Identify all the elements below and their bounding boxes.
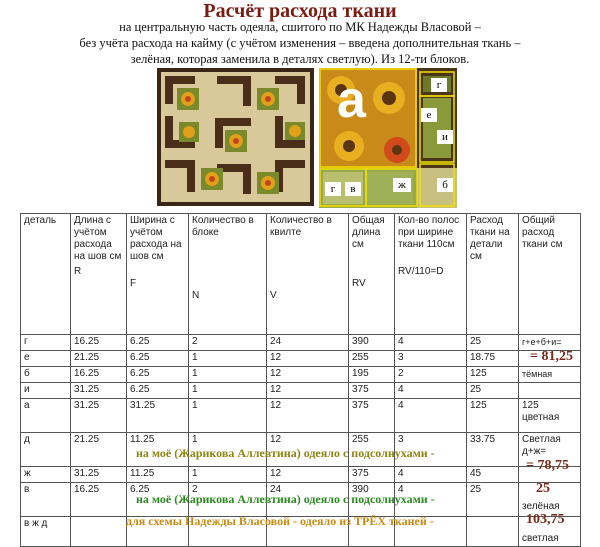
table-row (21, 367, 581, 383)
table-cell: 1 (189, 351, 267, 367)
table-cell: 25 (467, 335, 519, 351)
header-cell: Общий расход ткани см (519, 214, 581, 335)
header-cell: Количество в квилте V (267, 214, 349, 335)
header-cell: Ширина с учётом расхода на шов см F (127, 214, 189, 335)
table-cell: а (21, 399, 71, 433)
table-cell: 4 (395, 383, 467, 399)
table-cell: 6.25 (127, 483, 189, 517)
table-cell: 45 (467, 467, 519, 483)
quilt-photo (157, 68, 314, 206)
label-e: е (421, 108, 437, 122)
note-mine-green: на моё (Жарикова Аллевтина) одеяло с подсолнухами - (136, 492, 435, 506)
table-cell: в (21, 483, 71, 517)
header-cell: Количество в блоке N (189, 214, 267, 335)
quilt-illustration (157, 68, 314, 206)
label-zh: ж (393, 178, 411, 192)
intro-line: без учёта расхода на кайму (с учётом изменения – введена дополнительная ткань – (79, 36, 521, 50)
total-dark-value: = 81,25 (530, 349, 573, 364)
table-cell: 255 (349, 351, 395, 367)
table-cell (71, 517, 127, 547)
table-cell: 1 (189, 433, 267, 467)
table-cell: 24 (267, 483, 349, 517)
table-cell: 3 (395, 433, 467, 467)
table-cell: светлая (519, 517, 581, 547)
header-cell: Кол-во полос при ширине ткани 110см RV/110=D (395, 214, 467, 335)
intro-text (22, 19, 578, 67)
table-cell: 25 (467, 483, 519, 517)
table-cell: г+е+б+и= (519, 335, 581, 351)
table-cell: 2 (189, 483, 267, 517)
table-cell: 25 (467, 383, 519, 399)
intro-line: зелёная, которая заменила в деталях светлую). Из 12-ти блоков. (130, 52, 470, 66)
label-b: б (437, 178, 453, 192)
table-cell: г (21, 335, 71, 351)
table-cell: е (21, 351, 71, 367)
table-cell: 195 (349, 367, 395, 383)
header-cell: Длина с учётом расхода на шов см R (71, 214, 127, 335)
table-cell: 1 (189, 467, 267, 483)
table-row (21, 399, 581, 433)
table-cell (467, 517, 519, 547)
table-cell: 31.25 (127, 399, 189, 433)
table-cell: ж (21, 467, 71, 483)
note-scheme: для схемы Надежды Власовой - одеяло из ТРЁХ тканей - (126, 514, 434, 528)
table-cell: 4 (395, 399, 467, 433)
table-cell: 11.25 (127, 467, 189, 483)
table-cell: в ж д (21, 517, 71, 547)
closeup-photo (319, 68, 457, 208)
table-cell: 375 (349, 399, 395, 433)
table-cell: 255 (349, 433, 395, 467)
table-cell: 375 (349, 383, 395, 399)
table-cell: 21.25 (71, 351, 127, 367)
table-cell: 12 (267, 367, 349, 383)
table-cell: 6.25 (127, 383, 189, 399)
table-cell: 6.25 (127, 335, 189, 351)
table-cell: 16.25 (71, 367, 127, 383)
table-cell: 12 (267, 467, 349, 483)
table-cell: 12 (267, 351, 349, 367)
note-mine-light: на моё (Жарикова Аллевтина) одеяло с подсолнухами - (136, 446, 435, 460)
table-cell: 12 (267, 399, 349, 433)
label-g-bottom: г (325, 182, 341, 196)
table-cell: 125 цветная (519, 399, 581, 433)
table-cell: 31.25 (71, 467, 127, 483)
table-cell: 31.25 (71, 399, 127, 433)
table-row (21, 467, 581, 483)
table-cell: 4 (395, 335, 467, 351)
table-cell: 12 (267, 383, 349, 399)
table-row (21, 383, 581, 399)
table-row (21, 335, 581, 351)
table-cell: тёмная (519, 367, 581, 383)
label-i: и (437, 130, 453, 144)
header-cell: Общая длина см RV (349, 214, 395, 335)
table-cell: 125 (467, 367, 519, 383)
table-cell (519, 383, 581, 399)
table-cell: 390 (349, 483, 395, 517)
table-cell: 21.25 (71, 433, 127, 467)
table-cell: зелёная (519, 483, 581, 517)
table-cell: 4 (395, 483, 467, 517)
table-header-row (21, 214, 581, 335)
table-cell: 33.75 (467, 433, 519, 467)
total-scheme-value: 103,75 (526, 512, 565, 527)
table-cell: 125 (467, 399, 519, 433)
label-g-top: г (431, 78, 447, 92)
header-cell: Расход ткани на детали см (467, 214, 519, 335)
table-cell: 3 (395, 351, 467, 367)
header-cell: деталь (21, 214, 71, 335)
table-cell: 1 (189, 383, 267, 399)
total-light-value: = 78,75 (526, 458, 569, 473)
page-title: Расчёт расхода ткани (203, 0, 397, 22)
label-v: в (345, 182, 361, 196)
table-cell: 390 (349, 335, 395, 351)
intro-line: на центральную часть одеяла, сшитого по МК Надежды Власовой – (119, 20, 481, 34)
table-cell: 2 (189, 335, 267, 351)
table-cell: 16.25 (71, 483, 127, 517)
table-cell: 6.25 (127, 351, 189, 367)
table-cell: 1 (189, 367, 267, 383)
table-cell: 11.25 (127, 433, 189, 467)
table-cell: 6.25 (127, 367, 189, 383)
table-cell: 2 (395, 367, 467, 383)
table-cell: 1 (189, 399, 267, 433)
table-cell: 16.25 (71, 335, 127, 351)
table-cell: б (21, 367, 71, 383)
table-cell: 31.25 (71, 383, 127, 399)
table-cell: и (21, 383, 71, 399)
table-cell: 375 (349, 467, 395, 483)
label-a: а (337, 71, 366, 129)
table-cell: 4 (395, 467, 467, 483)
table-row (21, 351, 581, 367)
table-cell: Светлая д+ж= (519, 433, 581, 467)
table-cell: д (21, 433, 71, 467)
total-green-value: 25 (536, 481, 550, 496)
table-cell: 24 (267, 335, 349, 351)
table-cell: 12 (267, 433, 349, 467)
table-cell: 18.75 (467, 351, 519, 367)
